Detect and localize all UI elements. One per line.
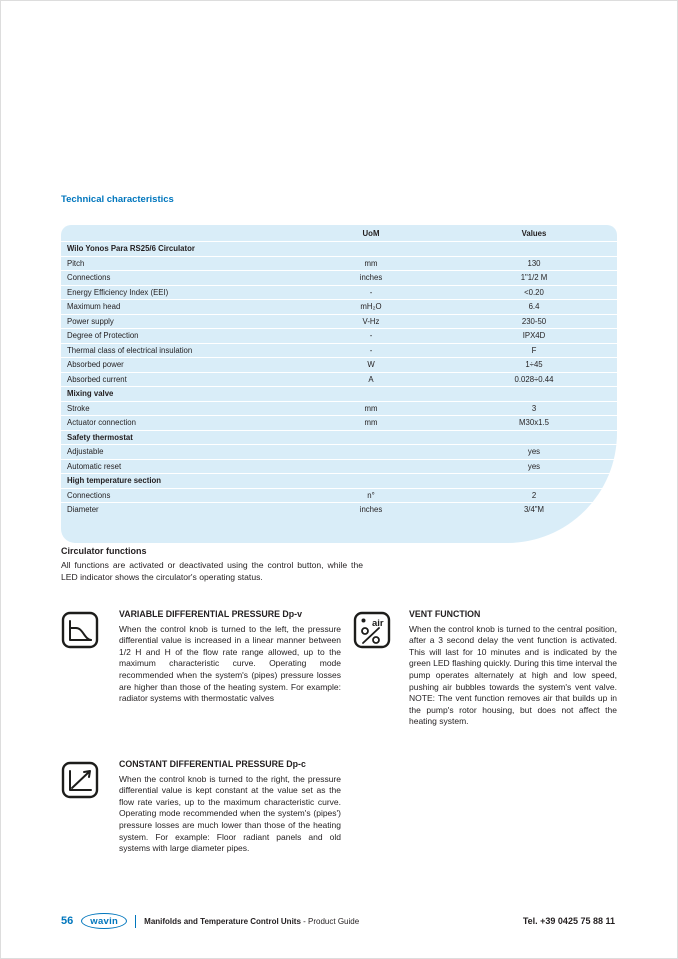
doc-title-rest: - Product Guide (303, 916, 360, 926)
vent-title: VENT FUNCTION (409, 609, 481, 619)
row-value: 3 (531, 403, 537, 413)
table-row (61, 445, 617, 460)
page-footer (61, 913, 615, 929)
table-row (61, 315, 617, 330)
dpc-title: CONSTANT DIFFERENTIAL PRESSURE Dp-c (119, 759, 306, 769)
row-value: 130 (527, 258, 541, 268)
page-number: 56 (61, 915, 74, 927)
vent-function-block (409, 609, 617, 728)
dpv-body: When the control knob is turned to the left, the pressure differential value is increased in a linear manner between 1/2 H and H of the flow rate range allowed, up to the maximum characteristic curve. Operating mode recommended when the system's (pipes) pressure losses are higher than those of the heating system. For example: radiator systems with thermostatic valves (119, 623, 341, 704)
dpc-function-block (119, 759, 341, 855)
row-value: yes (527, 461, 541, 471)
row-label: Thermal class of electrical insulation (67, 345, 193, 355)
table-row (61, 373, 617, 388)
row-value: IPX4D (522, 331, 546, 341)
technical-characteristics-table (61, 225, 617, 543)
table-row (61, 257, 617, 272)
table-row (61, 474, 617, 489)
row-label: Safety thermostat (67, 432, 133, 442)
row-uom: inches (359, 505, 383, 515)
table-row (61, 300, 617, 315)
row-uom: mm (364, 418, 378, 428)
dpc-chart-icon (61, 761, 99, 799)
row-label: Connections (67, 273, 111, 283)
row-uom: A (368, 374, 374, 384)
wavin-logo: wavin (81, 913, 127, 929)
dpc-body: When the control knob is turned to the right, the pressure differential value is kept constant at the value set as the flow rate varies, up to the maximum characteristic curve. Operating mode recommended when the system's (pipes') pressure losses are much lower than those of the heating system. For example: Floor radiant panels and old systems with large diameter pipes. (119, 773, 341, 854)
footer-phone: Tel. +39 0425 75 88 11 (522, 916, 615, 926)
row-label: Mixing valve (67, 389, 114, 399)
row-label: Pitch (67, 258, 85, 268)
table-header-row (61, 225, 617, 242)
row-value: M30x1.5 (519, 418, 549, 428)
vent-body: When the control knob is turned to the central position, after a 3 second delay the vent function is activated. This will last for 10 minutes and is indicated by the green LED flashing quickly. During this time interval the pump operates alternately at high and low speed, pushing air bubbles towards the system's vent valve. NOTE: The vent function removes air that builds up in the pump's rotor housing, but does not affect the heating system. (409, 623, 617, 727)
row-value: 230-50 (521, 316, 547, 326)
circulator-functions-body: All functions are activated or deactivated using the control button, while the LED indicator shows the circulator's operating status. (61, 560, 363, 582)
row-uom: inches (359, 273, 383, 283)
table-row (61, 344, 617, 359)
row-value: <0.20 (524, 287, 544, 297)
row-label: Absorbed current (67, 374, 127, 384)
row-value: 1÷45 (525, 360, 543, 370)
row-label: Power supply (67, 316, 114, 326)
row-uom: V-Hz (362, 316, 380, 326)
row-uom: mm (364, 258, 378, 268)
row-value: yes (527, 447, 541, 457)
row-value: 2 (531, 490, 537, 500)
header-uom: UoM (362, 228, 380, 238)
row-value: F (531, 345, 537, 355)
table-row (61, 329, 617, 344)
row-uom: mH₂O (360, 302, 382, 312)
svg-text:air: air (372, 618, 384, 629)
row-label: Diameter (67, 505, 99, 515)
row-uom: - (369, 331, 373, 341)
row-uom: - (369, 287, 373, 297)
row-value: 3/4"M (523, 505, 545, 515)
circulator-functions-title: Circulator functions (61, 546, 147, 556)
doc-title (144, 917, 359, 926)
row-label: Absorbed power (67, 360, 124, 370)
row-uom: - (369, 345, 373, 355)
row-value: 1"1/2 M (520, 273, 548, 283)
row-uom: mm (364, 403, 378, 413)
row-label: Energy Efficiency Index (EEI) (67, 287, 169, 297)
doc-title-bold: Manifolds and Temperature Control Units (144, 916, 301, 926)
row-uom: n° (367, 490, 375, 500)
table-row (61, 503, 617, 517)
dpv-function-block (119, 609, 341, 705)
row-label: Connections (67, 490, 111, 500)
vent-air-icon (353, 611, 391, 649)
row-label: Adjustable (67, 447, 104, 457)
table-row (61, 416, 617, 431)
row-value: 6.4 (528, 302, 540, 312)
header-values: Values (521, 228, 547, 238)
row-label: Actuator connection (67, 418, 136, 428)
row-label: Stroke (67, 403, 90, 413)
row-label: Degree of Protection (67, 331, 139, 341)
dpv-chart-icon (61, 611, 99, 649)
table-row (61, 460, 617, 475)
section-title: Technical characteristics (61, 194, 174, 205)
table-row (61, 402, 617, 417)
table-row (61, 242, 617, 257)
table-row (61, 387, 617, 402)
row-label: Automatic reset (67, 461, 122, 471)
table-row (61, 489, 617, 504)
footer-divider (135, 915, 136, 928)
row-value: 0.028÷0.44 (514, 374, 554, 384)
table-row (61, 286, 617, 301)
table-row (61, 271, 617, 286)
row-label: Maximum head (67, 302, 121, 312)
row-label: Wilo Yonos Para RS25/6 Circulator (67, 244, 195, 254)
table-row (61, 431, 617, 446)
row-label: High temperature section (67, 476, 162, 486)
row-uom: W (367, 360, 375, 370)
dpv-title: VARIABLE DIFFERENTIAL PRESSURE Dp-v (119, 609, 302, 619)
table-row (61, 358, 617, 373)
